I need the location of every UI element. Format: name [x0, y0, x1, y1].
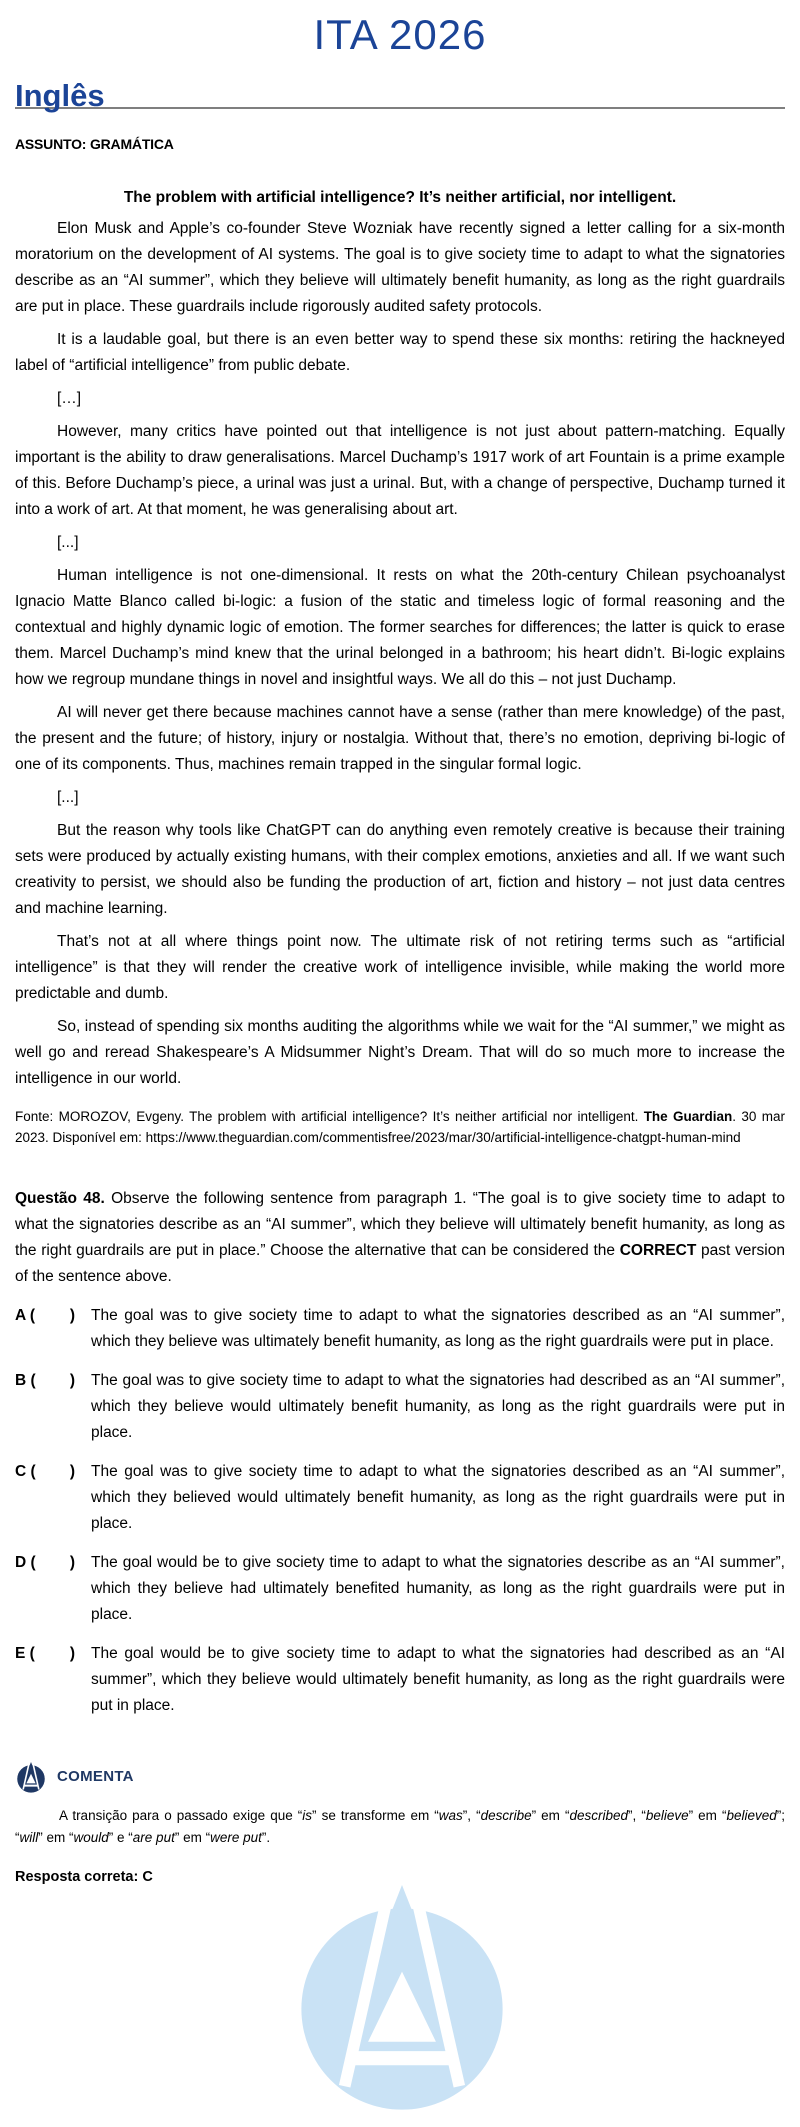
- section-header: [15, 78, 785, 114]
- option-paren: ): [69, 1553, 75, 1571]
- option-paren: ): [69, 1371, 75, 1389]
- subject-label: ASSUNTO: GRAMÁTICA: [15, 135, 174, 152]
- option-c-marker: [15, 1459, 75, 1537]
- option-paren: ): [69, 1462, 75, 1480]
- passage-paragraph: However, many critics have pointed out that intelligence is not just about pattern-matching. Equally important is the ability to draw generalisations. Marcel Duchamp’s 1917 work of art Fountain is a prime example of this. Before Duchamp’s piece, a urinal was just a urinal. But, with a change of perspective, Duchamp turned it into a work of art. At that moment, he was generalising about art.: [15, 422, 785, 518]
- option-letter: C (: [15, 1462, 36, 1480]
- passage-paragraph: That’s not at all where things point now. The ultimate risk of not retiring terms such as “artificial intelligence” is that they will render the creative work of intelligence invisible, while making the world more predictable and dumb.: [15, 932, 785, 1002]
- section-title: Inglês: [15, 78, 105, 114]
- passage-paragraph: It is a laudable goal, but there is an even better way to spend these six months: retiring the hackneyed label of “artificial intelligence” from public debate.: [15, 330, 785, 374]
- comenta-logo-icon: [15, 1761, 47, 1793]
- option-b: [15, 1368, 785, 1446]
- option-e: [15, 1641, 785, 1719]
- option-letter: E (: [15, 1644, 35, 1662]
- option-letter: B (: [15, 1371, 36, 1389]
- option-paren: ): [69, 1306, 75, 1324]
- correct-answer: Resposta correta: C: [15, 1868, 153, 1885]
- option-a: [15, 1303, 785, 1355]
- passage-title: The problem with artificial intelligence? It’s neither artificial, nor intelligent.: [123, 188, 677, 206]
- option-c-text: The goal was to give society time to adapt to what the signatories described as an “AI summer”, which they believed would ultimately benefit humanity, as long as the right guardrails were put in place.: [91, 1462, 785, 1532]
- option-letter: A (: [15, 1306, 36, 1324]
- passage-ellipsis: [...]: [57, 533, 79, 551]
- solution-comment: A transição para o passado exige que “is” se transforme em “was”, “describe” em “described”, “believe” em “believed”; “will” em “would” e “are put” em “were put”.: [15, 1807, 786, 1845]
- passage-paragraph: So, instead of spending six months auditing the algorithms while we wait for the “AI summer,” we might as well go and reread Shakespeare’s A Midsummer Night’s Dream. That will do so much more to increase the intelligence in our world.: [15, 1017, 785, 1087]
- passage-ellipsis: […]: [57, 389, 82, 407]
- option-e-text: The goal would be to give society time to adapt to what the signatories had described as an “AI summer”, which they believe would ultimately benefit humanity, as long as the right guardrails were put in place.: [91, 1644, 785, 1714]
- option-e-marker: [15, 1641, 75, 1719]
- reading-passage: [15, 187, 785, 1148]
- exam-title: ITA 2026: [313, 11, 487, 58]
- option-a-marker: [15, 1303, 75, 1355]
- option-paren: ): [69, 1644, 75, 1662]
- brand-watermark-icon: [285, 1878, 519, 2112]
- comenta-label: COMENTA: [57, 1768, 134, 1786]
- option-a-text: The goal was to give society time to adapt to what the signatories described as an “AI summer”, which they believe was ultimately benefit humanity, as long as the right guardrails were put in place.: [91, 1306, 785, 1350]
- passage-paragraph: Elon Musk and Apple’s co-founder Steve Wozniak have recently signed a letter calling for a six-month moratorium on the development of AI systems. The goal is to give society time to adapt to what the signatories describe as an “AI summer”, which they believe will ultimately benefit humanity, as long as the right guardrails are put in place. These guardrails include rigorously audited safety protocols.: [15, 219, 785, 315]
- option-d: [15, 1550, 785, 1628]
- question-prompt: Questão 48. Observe the following sentence from paragraph 1. “The goal is to give society time to adapt to what the signatories describe as an “AI summer”, which they believe will ultimately benefit humanity, as long as the right guardrails are put in place.” Choose the alternative that can be considered the CORRECT past version of the sentence above.: [15, 1189, 785, 1285]
- question-48: [15, 1186, 785, 1719]
- option-b-marker: [15, 1368, 75, 1446]
- option-letter: D (: [15, 1553, 36, 1571]
- passage-paragraph: But the reason why tools like ChatGPT can do anything even remotely creative is because their training sets were produced by actually existing humans, with their complex emotions, anxieties and all. If we want such creativity to persist, we should also be funding the production of art, fiction and history – not just data centres and machine learning.: [15, 821, 785, 917]
- option-b-text: The goal was to give society time to adapt to what the signatories had described as an “AI summer”, which they believe would ultimately benefit humanity, as long as the right guardrails were put in place.: [91, 1371, 785, 1441]
- option-d-marker: [15, 1550, 75, 1628]
- options-list: [15, 1303, 785, 1719]
- passage-source: Fonte: MOROZOV, Evgeny. The problem with artificial intelligence? It’s neither artificial nor intelligent. The Guardian. 30 mar 2023. Disponível em: https://www.theguardian.com/commentisfree/2023/mar/30/artificial-intelligence-chatgpt-human-mind: [15, 1108, 785, 1145]
- option-c: [15, 1459, 785, 1537]
- passage-paragraph: Human intelligence is not one-dimensional. It rests on what the 20th-century Chilean psychoanalyst Ignacio Matte Blanco called bi-logic: a fusion of the static and timeless logic of formal reasoning and the contextual and highly dynamic logic of emotion. The former searches for differences; the latter is quick to erase them. Marcel Duchamp’s mind knew that the urinal belonged in a bathroom; his heart didn’t. Bi-logic explains how we regroup mundane things in novel and insightful ways. We all do this – not just Duchamp.: [15, 566, 785, 688]
- comenta-header: [15, 1761, 785, 1793]
- passage-paragraph: AI will never get there because machines cannot have a sense (rather than mere knowledge) of the past, the present and the future; of history, injury or nostalgia. Without that, there’s no emotion, depriving bi-logic of one of its components. Thus, machines remain trapped in the singular formal logic.: [15, 703, 785, 773]
- option-d-text: The goal would be to give society time to adapt to what the signatories describe as an “AI summer”, which they believe had ultimately benefited humanity, as long as the right guardrails were put in place.: [91, 1553, 785, 1623]
- passage-ellipsis: [...]: [57, 788, 79, 806]
